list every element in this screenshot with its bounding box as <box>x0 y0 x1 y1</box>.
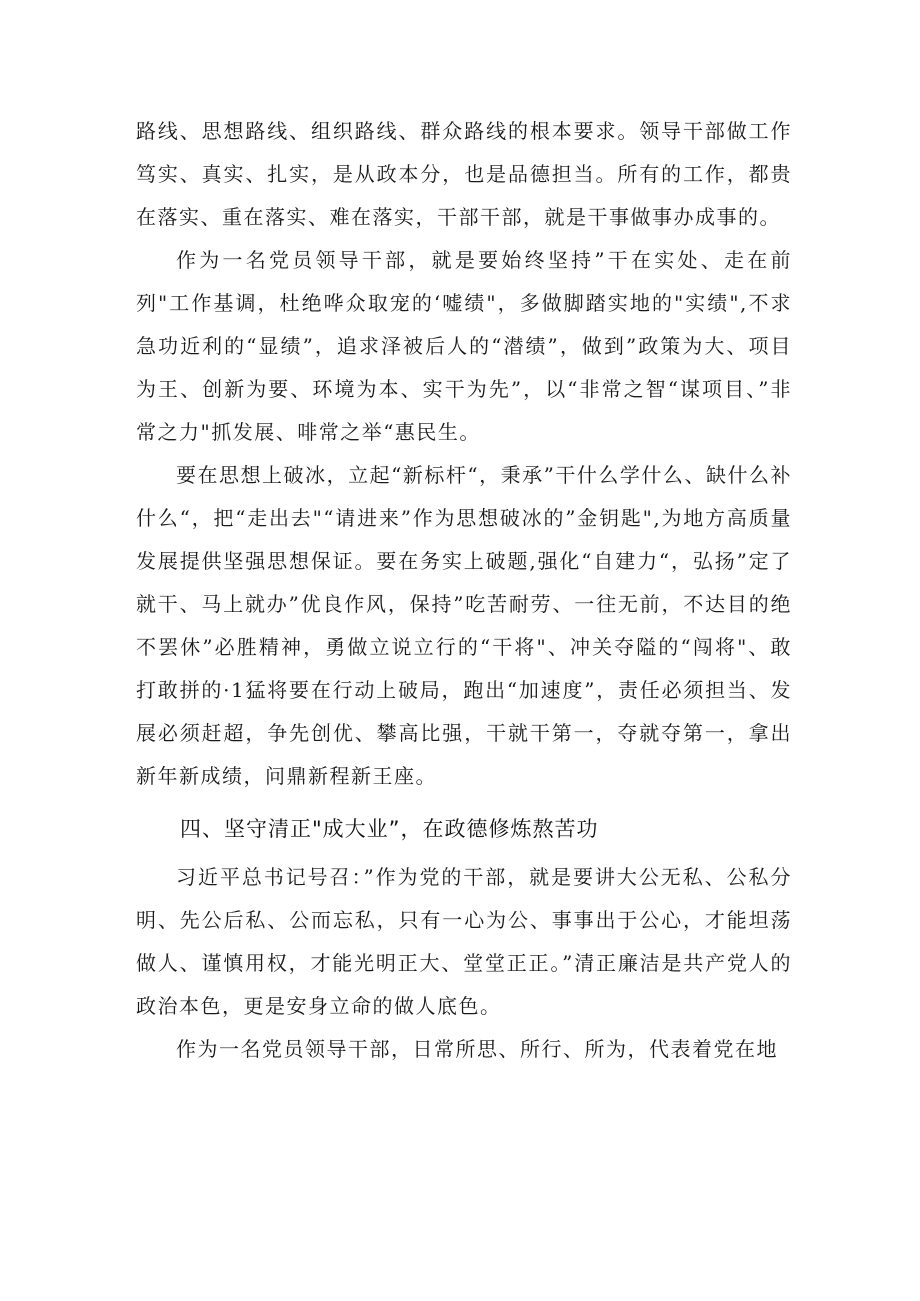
paragraph: 习近平总书记号召：”作为党的干部，就是要讲大公无私、公私分明、先公后私、公而忘私，只有一心为公、事事出于公心，才能坦荡做人、谨慎用权，才能光明正大、堂堂正正。”清正廉洁是共产党人的政治本色，更是安身立命的做人底色。 <box>136 865 792 1018</box>
paragraph: 作为一名党员领导干部，日常所思、所行、所为，代表着党在地 <box>176 1037 778 1061</box>
paragraph-continued: 路线、思想路线、组织路线、群众路线的根本要求。领导干部做工作笃实、真实、扎实，是从政本分，也是品德担当。所有的工作，都贵在落实、重在落实、难在落实，干部干部，就是干事做事办成事的。 <box>136 119 792 229</box>
paragraph: 要在思想上破冰，立起“新标杆“，秉承”干什么学什么、缺什么补什么“，把“走出去"“请进来”作为思想破冰的”金钥匙",为地方高质量发展提供坚强思想保证。要在务实上破题,强化“自建力“，弘扬”定了就干、马上就办”优良作风，保持”吃苦耐劳、一往无前，不达目的绝不罢休”必胜精神，勇做立说立行的“干将"、冲关夺隘的“闯将"、敢打敢拼的·1猛将要在行动上破局，跑出“加速度”，责任必须担当、发展必须赶超，争先创优、攀高比强，干就干第一，夺就夺第一，拿出新年新成绩，问鼎新程新王座。 <box>136 463 792 788</box>
paragraph: 作为一名党员领导干部，就是要始终坚持”干在实处、走在前列"工作基调，杜绝哗众取宠的‘嘘绩"，多做脚踏实地的"实绩",不求急功近利的“显绩”，追求泽被后人的“潜绩”，做到”政策为大、项目为王、创新为要、环境为本、实干为先”，以“非常之智“谋项目、”非常之力"抓发展、啡常之举“惠民生。 <box>136 248 792 444</box>
document-body <box>136 110 792 1071</box>
section-heading: 四、坚守清正"成大业”，在政德修炼熬苦功 <box>180 817 599 841</box>
